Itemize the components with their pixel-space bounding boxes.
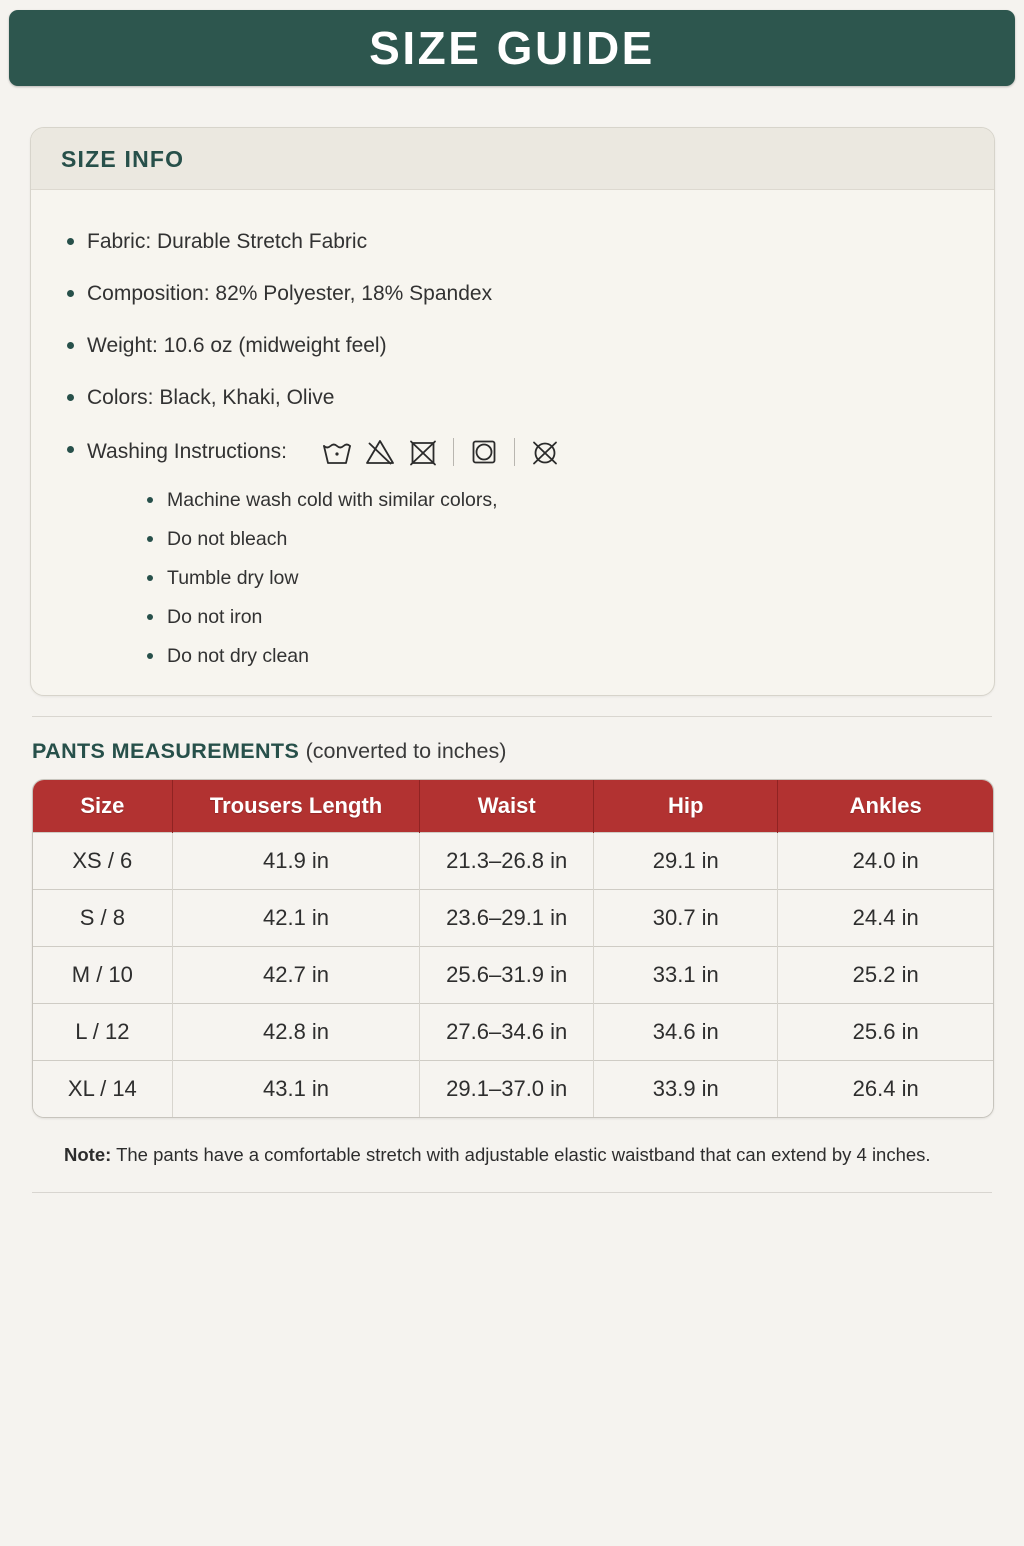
table-cell: XS / 6 <box>33 833 172 890</box>
washing-icons <box>321 436 561 468</box>
table-cell: 21.3–26.8 in <box>420 833 594 890</box>
list-item: Fabric: Durable Stretch Fabric <box>65 228 964 256</box>
table-cell: 34.6 in <box>594 1004 778 1061</box>
sub-list-item: Do not bleach <box>145 527 964 552</box>
table-row <box>33 947 993 1004</box>
table-cell: 25.6–31.9 in <box>420 947 594 1004</box>
table-cell: 42.7 in <box>172 947 420 1004</box>
do-not-bleach-icon <box>364 436 396 468</box>
icon-divider <box>453 438 454 466</box>
table-row <box>33 1061 993 1118</box>
header-cell: Hip <box>594 780 778 833</box>
table-cell: S / 8 <box>33 890 172 947</box>
size-info-header <box>31 128 994 190</box>
table-cell: 29.1–37.0 in <box>420 1061 594 1118</box>
icon-divider <box>514 438 515 466</box>
table-header-row <box>33 780 993 833</box>
do-not-tumble-dry-icon <box>407 436 439 468</box>
table-cell: 42.1 in <box>172 890 420 947</box>
page-title: SIZE GUIDE <box>369 22 655 74</box>
list-item: Weight: 10.6 oz (midweight feel) <box>65 332 964 360</box>
table-row <box>33 833 993 890</box>
measurements-subheading: (converted to inches) <box>305 739 507 763</box>
sub-list-item: Do not dry clean <box>145 644 964 669</box>
measurements-heading <box>32 739 994 764</box>
sub-list-item: Tumble dry low <box>145 566 964 591</box>
table-cell: 30.7 in <box>594 890 778 947</box>
tumble-dry-icon <box>468 436 500 468</box>
measurements-section <box>32 739 994 1172</box>
table-cell: 25.6 in <box>778 1004 993 1061</box>
table-cell: M / 10 <box>33 947 172 1004</box>
list-item: Colors: Black, Khaki, Olive <box>65 384 964 412</box>
table-cell: XL / 14 <box>33 1061 172 1118</box>
table-cell: L / 12 <box>33 1004 172 1061</box>
header-cell: Waist <box>420 780 594 833</box>
page-title-bar <box>9 10 1015 86</box>
size-info-body <box>31 190 994 695</box>
table-cell: 33.9 in <box>594 1061 778 1118</box>
size-info-card <box>30 127 995 696</box>
card-table-divider <box>32 716 992 717</box>
table-cell: 29.1 in <box>594 833 778 890</box>
sub-list-item: Machine wash cold with similar colors, <box>145 488 964 513</box>
table-row <box>33 890 993 947</box>
washing-label: Washing Instructions: <box>87 440 287 463</box>
header-cell: Trousers Length <box>172 780 420 833</box>
table-cell: 41.9 in <box>172 833 420 890</box>
table-cell: 42.8 in <box>172 1004 420 1061</box>
size-info-list <box>65 228 964 412</box>
machine-wash-icon <box>321 436 353 468</box>
table-cell: 43.1 in <box>172 1061 420 1118</box>
note-label: Note: <box>64 1144 112 1165</box>
washing-sub-list <box>145 488 964 669</box>
note-text: Note: The pants have a comfortable stretch with adjustable elastic waistband that can extend by 4 inches. <box>64 1144 931 1165</box>
measurements-table-wrap <box>32 779 994 1118</box>
table-cell: 33.1 in <box>594 947 778 1004</box>
table-cell: 23.6–29.1 in <box>420 890 594 947</box>
do-not-dry-clean-icon <box>529 436 561 468</box>
table-cell: 24.4 in <box>778 890 993 947</box>
table-cell: 24.0 in <box>778 833 993 890</box>
table-cell: 27.6–34.6 in <box>420 1004 594 1061</box>
list-item: Composition: 82% Polyester, 18% Spandex <box>65 280 964 308</box>
sub-list-item: Do not iron <box>145 605 964 630</box>
size-info-heading: SIZE INFO <box>61 146 185 172</box>
header-cell: Ankles <box>778 780 993 833</box>
bottom-divider <box>32 1192 992 1193</box>
table-row <box>33 1004 993 1061</box>
measurements-heading-text: PANTS MEASUREMENTS <box>32 739 300 763</box>
washing-instructions-row <box>65 436 964 468</box>
measurements-table <box>33 780 993 1117</box>
table-cell: 25.2 in <box>778 947 993 1004</box>
table-cell: 26.4 in <box>778 1061 993 1118</box>
header-cell: Size <box>33 780 172 833</box>
